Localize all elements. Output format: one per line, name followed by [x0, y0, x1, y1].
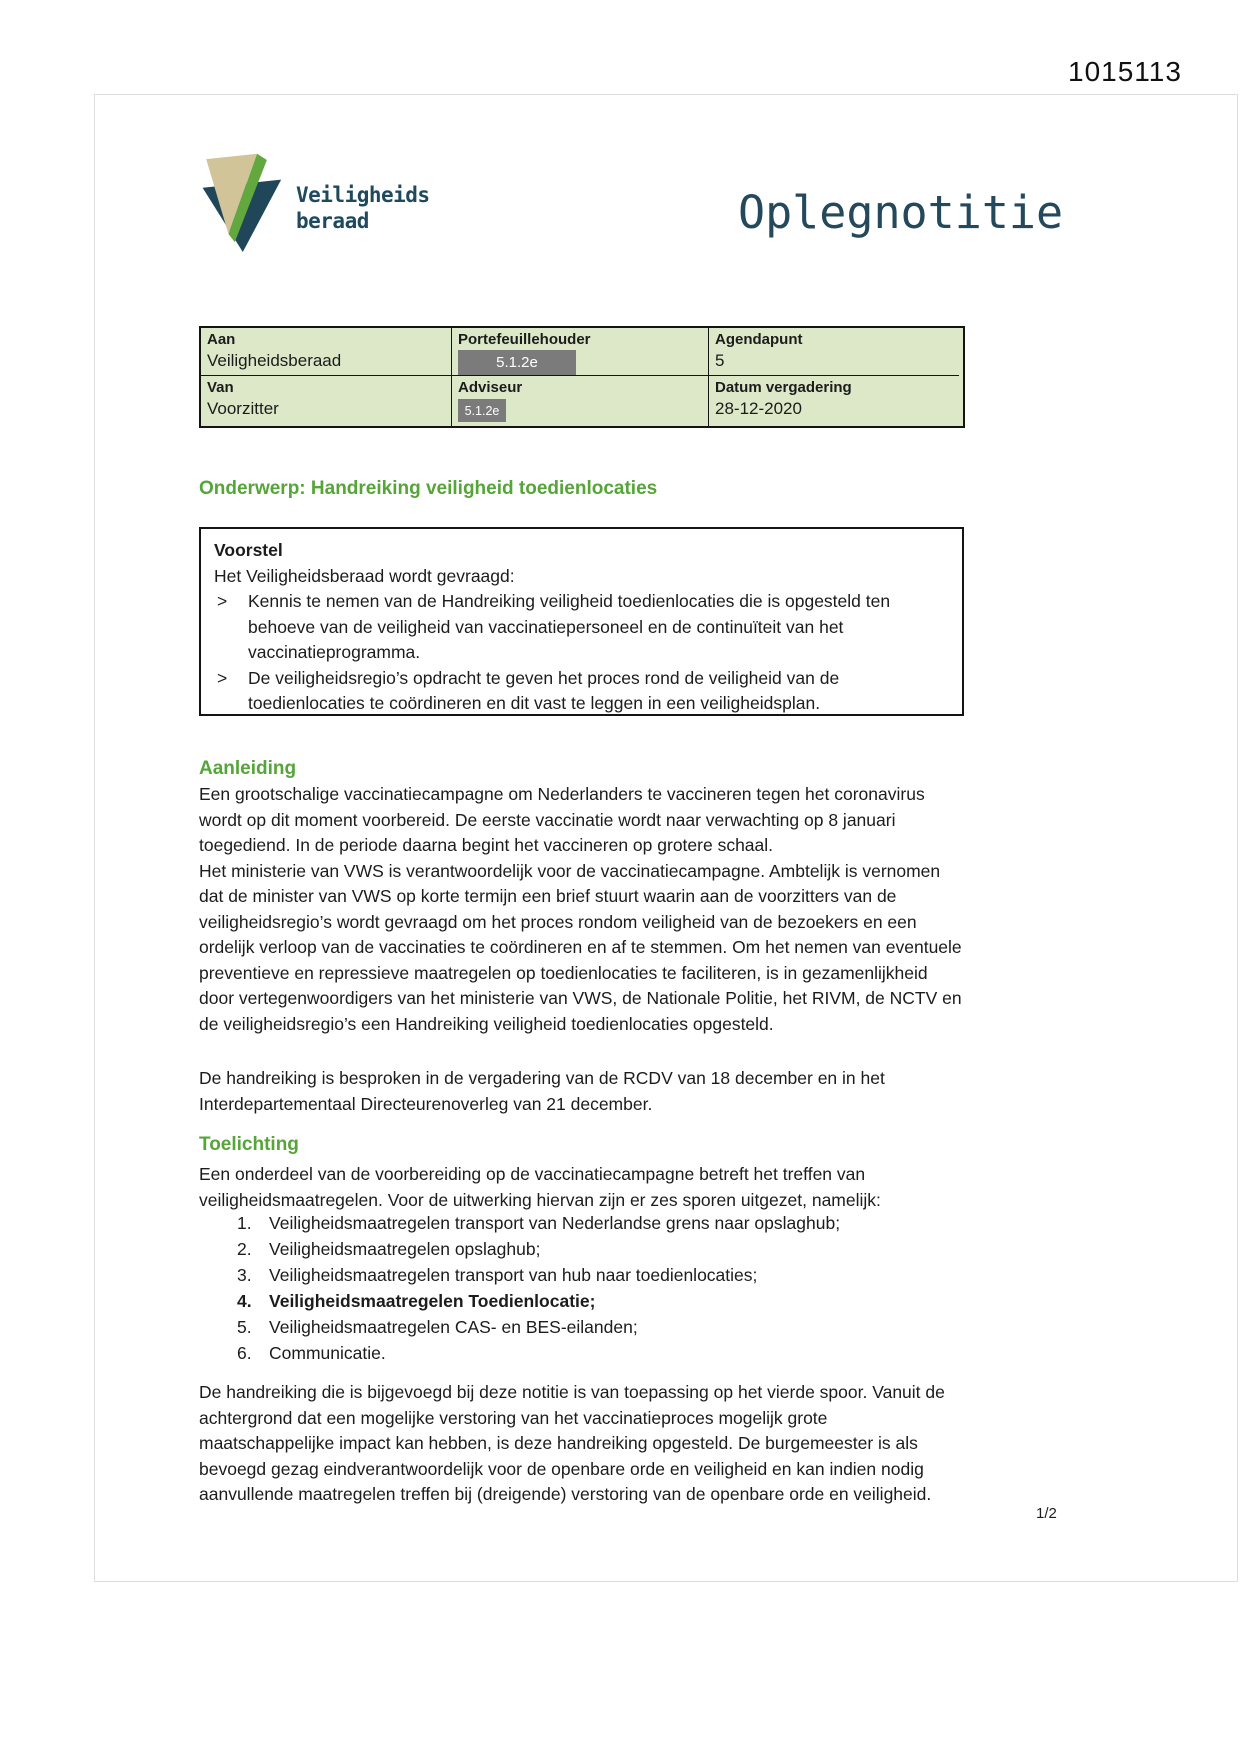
list-item	[199, 1210, 964, 1236]
veiligheidsberaad-logo	[200, 152, 430, 252]
meta-cell-portefeuillehouder	[452, 328, 709, 376]
document-title: Oplegnotitie	[738, 186, 1064, 239]
list-item-text: Veiligheidsmaatregelen CAS- en BES-eilanden;	[269, 1317, 638, 1337]
paragraph: De handreiking die is bijgevoegd bij deze notitie is van toepassing op het vierde spoor. Vanuit de achtergrond dat een mogelijke verstoring van het vaccinatieproces mogelijk grote maatschappelijke impact kan hebben, is deze handreiking opgesteld. De burgemeester is als bevoegd gezag eindverantwoordelijk voor de openbare orde en veiligheid en kan indien nodig aanvullende maatregelen treffen bij (dreigende) verstoring van de openbare orde en veiligheid.	[199, 1382, 945, 1504]
list-item	[199, 1340, 964, 1366]
list-item	[199, 1314, 964, 1340]
list-item-text: Veiligheidsmaatregelen transport van hub naar toedienlocaties;	[269, 1265, 758, 1285]
section-heading-aanleiding: Aanleiding	[199, 758, 297, 779]
meta-cell-adviseur	[452, 376, 709, 426]
meta-value-van: Voorzitter	[207, 399, 279, 418]
rcdv-paragraph	[199, 1066, 964, 1117]
bullet-marker: >	[217, 667, 228, 688]
section-heading-toelichting: Toelichting	[199, 1134, 299, 1155]
list-item-number: 4.	[237, 1291, 252, 1311]
list-item-text: Communicatie.	[269, 1343, 386, 1363]
paragraph: Het ministerie van VWS is verantwoordelijk voor de vaccinatiecampagne. Ambtelijk is vernomen dat de minister van VWS op korte termijn een brief stuurt waarin aan de voorzitters van de veiligheidsregio’s wordt gevraagd om het proces rondom veiligheid van de bezoekers en een ordelijk verloop van de vaccinaties te coördineren en af te stemmen. Om het nemen van eventuele preventieve en repressieve maatregelen op toedienlocaties te faciliteren, is in gezamenlijkheid door vertegenwoordigers van het ministerie van VWS, de Nationale Politie, het RIVM, de NCTV en de veiligheidsregio’s een Handreiking veiligheid toedienlocaties opgesteld.	[199, 860, 962, 1034]
document-number: 1015113	[1068, 56, 1182, 87]
page-number: 1/2	[1036, 1505, 1057, 1522]
logo-text-line1: Veiligheids	[296, 183, 430, 207]
proposal-bullet	[214, 589, 950, 666]
toelichting-intro	[199, 1162, 964, 1213]
list-item-number: 2.	[237, 1239, 252, 1259]
proposal-intro: Het Veiligheidsberaad wordt gevraagd:	[214, 565, 515, 586]
redaction-box: 5.1.2e	[458, 399, 506, 422]
list-item-text: Veiligheidsmaatregelen transport van Nederlandse grens naar opslaghub;	[269, 1213, 841, 1233]
meta-cell-van	[201, 376, 452, 426]
list-item	[199, 1288, 964, 1314]
list-item-text: Veiligheidsmaatregelen opslaghub;	[269, 1239, 541, 1259]
list-item-number: 1.	[237, 1213, 252, 1233]
redaction-box: 5.1.2e	[458, 350, 576, 375]
aanleiding-text	[199, 782, 964, 1037]
proposal-bullet-text: Kennis te nemen van de Handreiking veiligheid toedienlocaties die is opgesteld ten behoeve van de veiligheid van vaccinatiepersoneel en de continuïteit van het vaccinatieprogramma.	[248, 591, 891, 662]
meta-cell-datum-vergadering	[709, 376, 959, 426]
meta-value-aan: Veiligheidsberaad	[207, 351, 342, 370]
list-item-number: 6.	[237, 1343, 252, 1363]
meta-label-agendapunt: Agendapunt	[715, 331, 803, 348]
logo-text-line2: beraad	[296, 209, 369, 233]
meta-label-adviseur: Adviseur	[458, 379, 523, 396]
list-item-text: Veiligheidsmaatregelen Toedienlocatie;	[269, 1291, 596, 1311]
meta-label-portefeuillehouder: Portefeuillehouder	[458, 331, 591, 348]
list-item	[199, 1262, 964, 1288]
meta-value-datum-vergadering: 28-12-2020	[715, 399, 802, 418]
meta-value-agendapunt: 5	[715, 351, 725, 370]
list-item-number: 3.	[237, 1265, 252, 1285]
paragraph: Een grootschalige vaccinatiecampagne om Nederlanders te vaccineren tegen het coronavirus wordt op dit moment voorbereid. De eerste vaccinatie wordt naar verwachting op 8 januari toegediend. In de periode daarna begint het vaccineren op grotere schaal.	[199, 784, 925, 855]
list-item-number: 5.	[237, 1317, 252, 1337]
meta-cell-aan	[201, 328, 452, 376]
paragraph: De handreiking is besproken in de vergadering van de RCDV van 18 december en in het Interdepartementaal Directeurenoverleg van 21 december.	[199, 1068, 885, 1114]
proposal-title: Voorstel	[214, 540, 283, 560]
subject-heading: Onderwerp: Handreiking veiligheid toedienlocaties	[199, 478, 658, 499]
meta-label-van: Van	[207, 379, 234, 396]
logo-wordmark	[296, 182, 430, 234]
proposal-bullet	[214, 666, 950, 717]
meta-label-datum-vergadering: Datum vergadering	[715, 379, 852, 396]
proposal-box	[199, 527, 964, 716]
list-item	[199, 1236, 964, 1262]
meta-table	[199, 326, 965, 428]
sporen-list	[199, 1210, 964, 1366]
paragraph: Een onderdeel van de voorbereiding op de vaccinatiecampagne betreft het treffen van veiligheidsmaatregelen. Voor de uitwerking hiervan zijn er zes sporen uitgezet, namelijk:	[199, 1164, 881, 1210]
closing-paragraph	[199, 1380, 964, 1508]
logo-v-icon	[200, 152, 282, 252]
meta-cell-agendapunt	[709, 328, 959, 376]
meta-label-aan: Aan	[207, 331, 236, 348]
bullet-marker: >	[217, 591, 228, 611]
proposal-bullet-text: De veiligheidsregio’s opdracht te geven het proces rond de veiligheid van de toedienlocaties te coördineren en dit vast te leggen in een veiligheidsplan.	[248, 667, 840, 713]
